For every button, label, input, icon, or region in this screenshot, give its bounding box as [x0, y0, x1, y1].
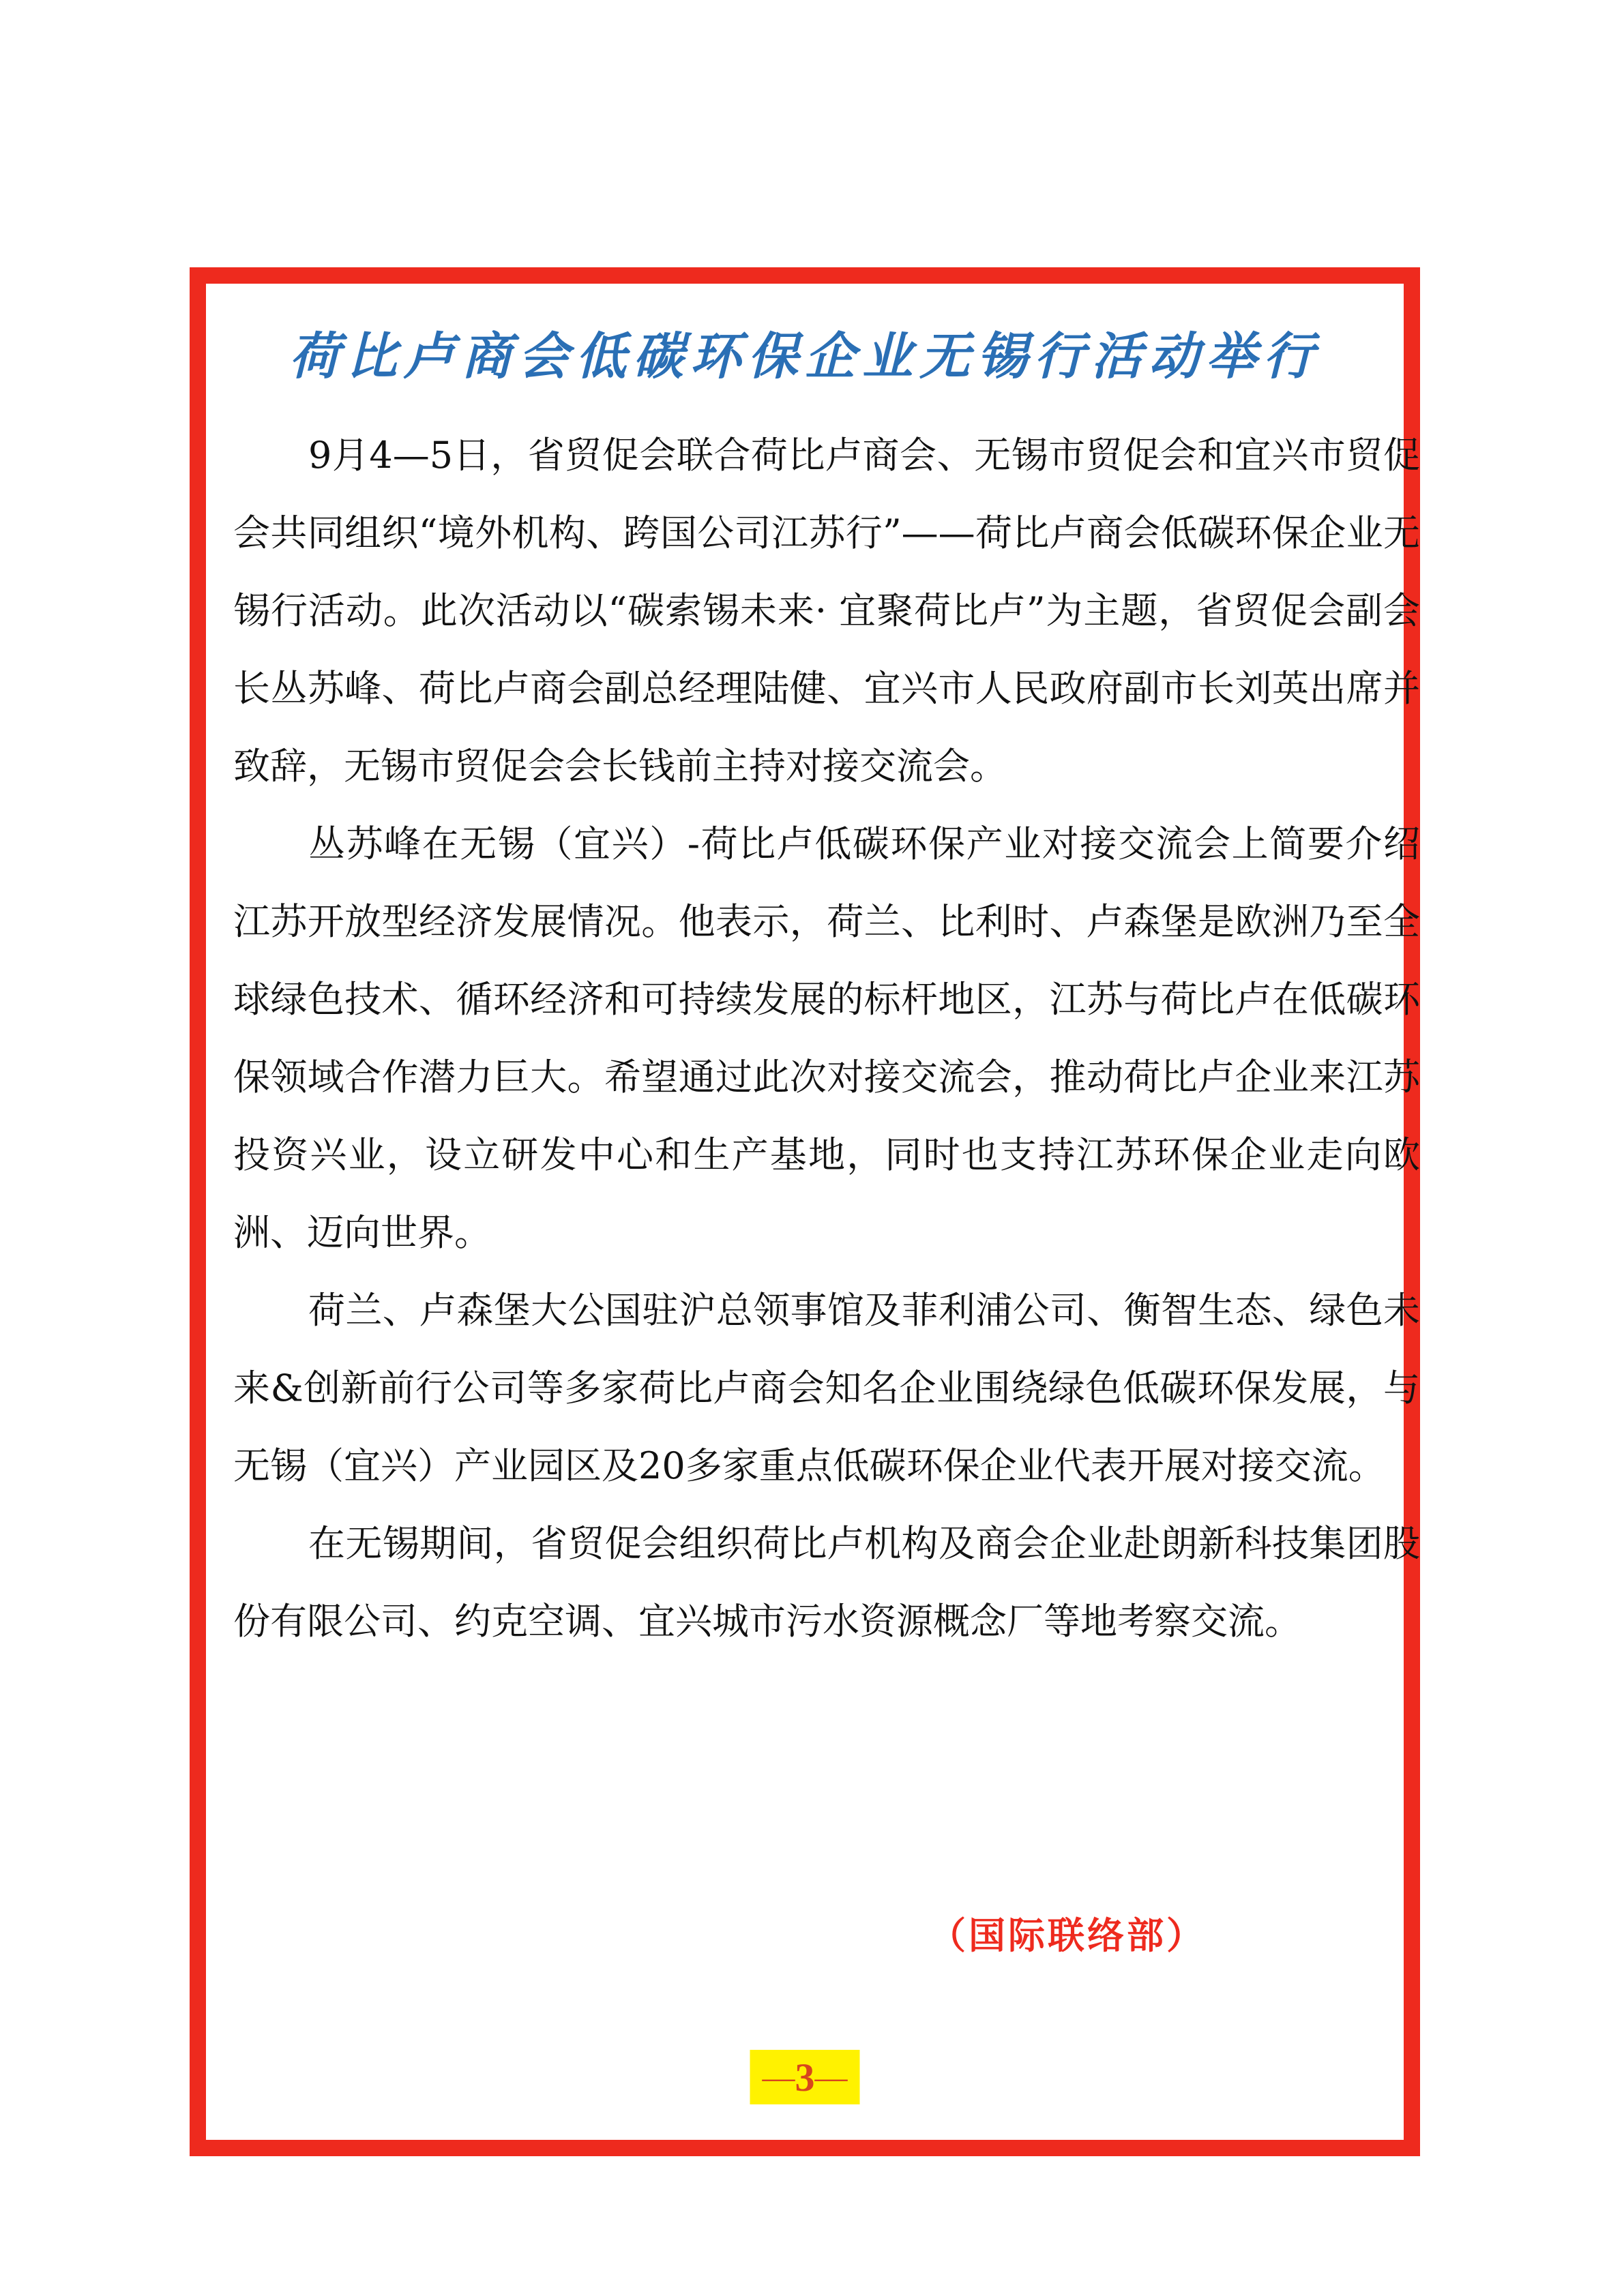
- page-number: 3: [795, 2055, 815, 2100]
- article-frame: [190, 267, 1420, 2156]
- page-dash-left: —: [762, 2059, 795, 2096]
- page-number-badge: [750, 2050, 860, 2104]
- department-signature: （国际联络部）: [929, 1914, 1206, 1957]
- article-body: [233, 417, 1420, 1660]
- paragraph-2: 丛苏峰在无锡（宜兴）-荷比卢低碳环保产业对接交流会上简要介绍江苏开放型经济发展情况。他表示，荷兰、比利时、卢森堡是欧洲乃至全球绿色技术、循环经济和可持续发展的标杆地区，江苏与荷比卢在低碳环保领域合作潜力巨大。希望通过此次对接交流会，推动荷比卢企业来江苏投资兴业，设立研发中心和生产基地，同时也支持江苏环保企业走向欧洲、迈向世界。: [233, 822, 1420, 1254]
- paragraph-3: 荷兰、卢森堡大公国驻沪总领事馆及菲利浦公司、衡智生态、绿色未来&创新前行公司等多家荷比卢商会知名企业围绕绿色低碳环保发展，与无锡（宜兴）产业园区及20多家重点低碳环保企业代表开展对接交流。: [233, 1289, 1420, 1487]
- page-dash-right: —: [814, 2059, 848, 2096]
- article-title: 荷比卢商会低碳环保企业无锡行活动举行: [289, 327, 1320, 386]
- paragraph-1: 9月4—5日，省贸促会联合荷比卢商会、无锡市贸促会和宜兴市贸促会共同组织“境外机构、跨国公司江苏行”——荷比卢商会低碳环保企业无锡行活动。此次活动以“碳索锡未来· 宜聚荷比卢”为主题，省贸促会副会长丛苏峰、荷比卢商会副总经理陆健、宜兴市人民政府副市长刘英出席并致辞，无锡市贸促会会长钱前主持对接交流会。: [233, 434, 1420, 788]
- paragraph-4: 在无锡期间，省贸促会组织荷比卢机构及商会企业赴朗新科技集团股份有限公司、约克空调、宜兴城市污水资源概念厂等地考察交流。: [233, 1522, 1420, 1643]
